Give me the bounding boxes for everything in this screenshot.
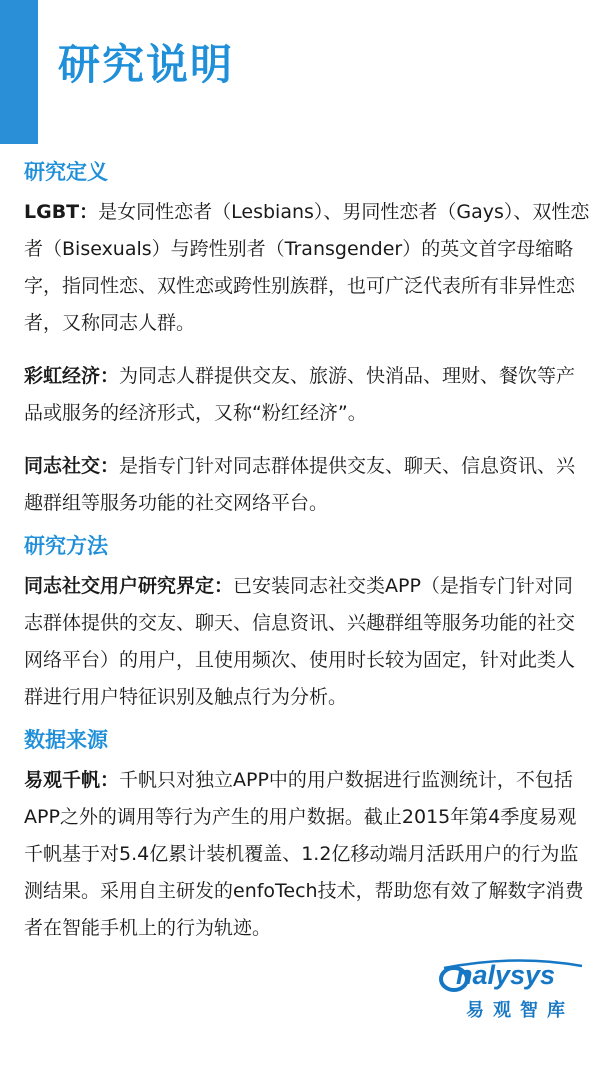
definition-gay-social-text: 是指专门针对同志群体提供交友、聊天、信息资讯、兴趣群组等服务功能的社交网络平台。: [24, 455, 576, 514]
logo-wordmark: nalysys: [456, 960, 556, 990]
term-user-research-scope: 同志社交用户研究界定：: [24, 575, 234, 597]
data-source-text: 千帆只对独立APP中的用户数据进行监测统计，不包括APP之外的调用等行为产生的用户数据。截止2015年第4季度易观千帆基于对5.4亿累计装机覆盖、1.2亿移动端月活跃用户的行为监测结果。采用自主研发的enfoTech技术，帮助您有效了解数字消费者在智能手机上的行为轨迹。: [24, 769, 584, 939]
section-definitions: [24, 156, 590, 522]
logo-chinese-name: 易观智库: [466, 1000, 574, 1021]
title-accent-bar: [0, 0, 38, 144]
section-heading-definitions: 研究定义: [24, 160, 108, 184]
term-gay-social: 同志社交：: [24, 455, 120, 477]
term-lgbt: LGBT：: [24, 201, 99, 223]
section-methods: [24, 530, 590, 716]
term-rainbow-economy: 彩虹经济：: [24, 365, 120, 387]
term-qianfan: 易观千帆：: [24, 769, 120, 791]
method-definition: [24, 568, 590, 716]
method-definition-text: 已安装同志社交类APP（是指专门针对同志群体提供的交友、聊天、信息资讯、兴趣群组等服务功能的社交网络平台）的用户，且使用频次、使用时长较为固定，针对此类人群进行用户特征识别及触点行为分析。: [24, 575, 576, 708]
section-heading-methods: 研究方法: [24, 534, 108, 558]
definition-lgbt: [24, 194, 590, 342]
section-data-source: [24, 724, 590, 947]
analysys-logo: [436, 958, 586, 1028]
data-source-description: [24, 762, 590, 947]
definition-lgbt-text: 是女同性恋者（Lesbians）、男同性恋者（Gays）、双性恋者（Bisexuals）与跨性别者（Transgender）的英文首字母缩略字，指同性恋、双性恋或跨性别族群，也可广泛代表所有非异性恋者，又称同志人群。: [24, 201, 590, 334]
section-heading-data-source: 数据来源: [24, 728, 108, 752]
definition-rainbow-economy-text: 为同志人群提供交友、旅游、快消品、理财、餐饮等产品或服务的经济形式，又称“粉红经济”。: [24, 365, 576, 424]
content: [24, 156, 590, 947]
definition-gay-social: [24, 448, 590, 522]
definition-rainbow-economy: [24, 358, 590, 432]
page-title: 研究说明: [58, 40, 235, 89]
